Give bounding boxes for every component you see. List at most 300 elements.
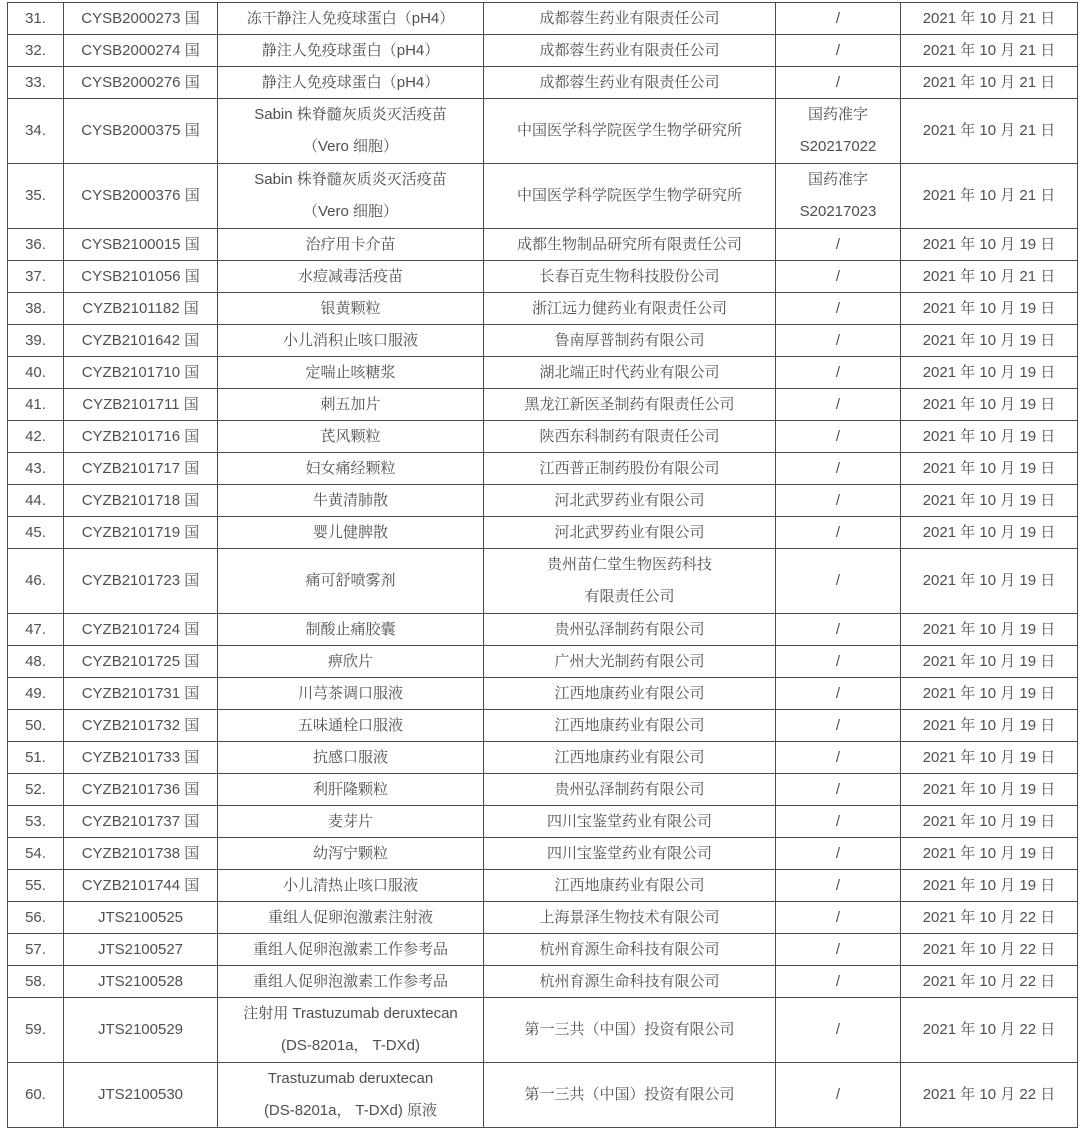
cell-approval — [776, 806, 901, 838]
cell-code — [64, 774, 218, 806]
cell-text: 2021 年 10 月 19 日 — [922, 621, 1056, 638]
cell-text: / — [835, 749, 841, 766]
cell-name — [218, 67, 484, 99]
cell-code — [64, 357, 218, 389]
cell-text: 陕西东科制药有限责任公司 — [539, 428, 720, 445]
cell-text: 59. — [25, 1021, 46, 1038]
cell-approval — [776, 1063, 901, 1128]
cell-text: 江西地康药业有限公司 — [554, 717, 705, 734]
cell-text: / — [835, 781, 841, 798]
cell-text: 2021 年 10 月 21 日 — [922, 187, 1056, 204]
table-row — [8, 966, 1078, 998]
cell-company — [484, 838, 776, 870]
cell-text: 静注人免疫球蛋白（pH4） — [261, 74, 440, 91]
cell-text: CYSB2000376 国 — [81, 187, 200, 204]
cell-text: 麦芽片 — [327, 813, 373, 830]
cell-company — [484, 742, 776, 774]
cell-date — [901, 774, 1078, 806]
table-row — [8, 453, 1078, 485]
cell-text: 重组人促卵泡激素注射液 — [267, 909, 433, 926]
cell-text: 四川宝鉴堂药业有限公司 — [546, 845, 712, 862]
cell-company — [484, 934, 776, 966]
cell-date — [901, 1063, 1078, 1128]
table-row — [8, 710, 1078, 742]
cell-no — [8, 164, 64, 229]
cell-date — [901, 517, 1078, 549]
cell-no — [8, 35, 64, 67]
cell-no — [8, 902, 64, 934]
cell-text: 第一三共（中国）投资有限公司 — [524, 1086, 735, 1103]
cell-no — [8, 325, 64, 357]
cell-text: 57. — [25, 941, 46, 958]
cell-name — [218, 870, 484, 902]
cell-text: / — [835, 621, 841, 638]
cell-text: 痹欣片 — [327, 653, 373, 670]
cell-text: 小儿清热止咳口服液 — [282, 877, 418, 894]
cell-text: CYZB2101718 国 — [81, 492, 200, 509]
cell-no — [8, 3, 64, 35]
cell-text: / — [835, 332, 841, 349]
cell-name — [218, 35, 484, 67]
cell-no — [8, 357, 64, 389]
table-row — [8, 902, 1078, 934]
cell-approval — [776, 710, 901, 742]
cell-company — [484, 453, 776, 485]
cell-company — [484, 293, 776, 325]
cell-text: 芪风颗粒 — [320, 428, 381, 445]
cell-text: 冻干静注人免疫球蛋白（pH4） — [246, 10, 455, 27]
cell-approval — [776, 549, 901, 614]
cell-code — [64, 164, 218, 229]
cell-text: 四川宝鉴堂药业有限公司 — [546, 813, 712, 830]
cell-date — [901, 453, 1078, 485]
cell-text: 制酸止痛胶囊 — [305, 621, 396, 638]
cell-text: 2021 年 10 月 21 日 — [922, 10, 1056, 27]
cell-text: 2021 年 10 月 19 日 — [922, 332, 1056, 349]
cell-text: / — [835, 941, 841, 958]
cell-approval — [776, 325, 901, 357]
cell-date — [901, 549, 1078, 614]
cell-code — [64, 710, 218, 742]
cell-text: JTS2100530 — [97, 1086, 184, 1103]
cell-date — [901, 293, 1078, 325]
cell-approval — [776, 261, 901, 293]
cell-text: CYZB2101725 国 — [81, 653, 200, 670]
cell-date — [901, 485, 1078, 517]
cell-no — [8, 229, 64, 261]
cell-date — [901, 357, 1078, 389]
cell-text: / — [835, 524, 841, 541]
cell-no — [8, 870, 64, 902]
cell-name — [218, 806, 484, 838]
cell-text: 利肝隆颗粒 — [312, 781, 388, 798]
cell-text: 第一三共（中国）投资有限公司 — [524, 1021, 735, 1038]
cell-date — [901, 838, 1078, 870]
cell-text: / — [835, 1086, 841, 1103]
cell-text: 47. — [25, 621, 46, 638]
cell-code — [64, 934, 218, 966]
cell-text: CYZB2101738 国 — [81, 845, 200, 862]
cell-text: 重组人促卵泡激素工作参考品 — [252, 973, 448, 990]
cell-text: CYSB2000274 国 — [81, 42, 200, 59]
cell-text: 40. — [25, 364, 46, 381]
cell-text: 2021 年 10 月 21 日 — [922, 42, 1056, 59]
cell-text: CYZB2101744 国 — [81, 877, 200, 894]
cell-text: 贵州弘泽制药有限公司 — [554, 621, 705, 638]
cell-text: CYZB2101737 国 — [81, 813, 200, 830]
cell-text: Trastuzumab deruxtecan — [267, 1070, 434, 1087]
cell-name — [218, 389, 484, 421]
cell-text: 2021 年 10 月 19 日 — [922, 572, 1056, 589]
cell-text: 2021 年 10 月 21 日 — [922, 268, 1056, 285]
cell-text: CYSB2000276 国 — [81, 74, 200, 91]
cell-name — [218, 293, 484, 325]
cell-text: 44. — [25, 492, 46, 509]
cell-text: CYSB2000273 国 — [81, 10, 200, 27]
cell-text: 2021 年 10 月 19 日 — [922, 845, 1056, 862]
cell-text: 国药准字 — [807, 106, 868, 123]
cell-company — [484, 902, 776, 934]
cell-approval — [776, 614, 901, 646]
cell-text: 60. — [25, 1086, 46, 1103]
cell-code — [64, 293, 218, 325]
cell-company — [484, 35, 776, 67]
cell-text: 36. — [25, 236, 46, 253]
cell-text: 2021 年 10 月 19 日 — [922, 813, 1056, 830]
cell-text: 鲁南厚普制药有限公司 — [554, 332, 705, 349]
cell-approval — [776, 517, 901, 549]
cell-text: 银黄颗粒 — [320, 300, 381, 317]
table-row — [8, 517, 1078, 549]
cell-text: 注射用 Trastuzumab deruxtecan — [243, 1005, 458, 1022]
cell-date — [901, 3, 1078, 35]
cell-text: / — [835, 428, 841, 445]
cell-date — [901, 870, 1078, 902]
cell-approval — [776, 453, 901, 485]
cell-text: 上海景泽生物技术有限公司 — [539, 909, 720, 926]
cell-approval — [776, 998, 901, 1063]
cell-text: 2021 年 10 月 19 日 — [922, 396, 1056, 413]
cell-company — [484, 870, 776, 902]
cell-approval — [776, 678, 901, 710]
cell-text: / — [835, 364, 841, 381]
cell-text: 2021 年 10 月 19 日 — [922, 460, 1056, 477]
cell-text: 有限责任公司 — [584, 588, 675, 605]
cell-text: JTS2100527 — [97, 941, 184, 958]
table-row — [8, 646, 1078, 678]
cell-text: CYZB2101717 国 — [81, 460, 200, 477]
cell-no — [8, 742, 64, 774]
cell-no — [8, 1063, 64, 1128]
cell-text: 31. — [25, 10, 46, 27]
cell-date — [901, 325, 1078, 357]
cell-text: 33. — [25, 74, 46, 91]
cell-text: / — [835, 236, 841, 253]
cell-text: 定喘止咳糖浆 — [305, 364, 396, 381]
table-row — [8, 870, 1078, 902]
cell-code — [64, 389, 218, 421]
cell-text: 2021 年 10 月 22 日 — [922, 941, 1056, 958]
cell-company — [484, 614, 776, 646]
cell-name — [218, 164, 484, 229]
cell-text: 婴儿健脾散 — [312, 524, 388, 541]
cell-code — [64, 614, 218, 646]
cell-code — [64, 646, 218, 678]
cell-text: 重组人促卵泡激素工作参考品 — [252, 941, 448, 958]
cell-text: 56. — [25, 909, 46, 926]
cell-text: 幼泻宁颗粒 — [312, 845, 388, 862]
cell-no — [8, 99, 64, 164]
table-row — [8, 678, 1078, 710]
cell-name — [218, 421, 484, 453]
cell-approval — [776, 389, 901, 421]
cell-text: 牛黄清肺散 — [312, 492, 388, 509]
cell-text: Sabin 株脊髓灰质炎灭活疫苗 — [254, 171, 447, 188]
cell-text: / — [835, 74, 841, 91]
cell-text: CYZB2101182 国 — [82, 300, 199, 317]
cell-name — [218, 453, 484, 485]
cell-text: 2021 年 10 月 22 日 — [922, 1086, 1056, 1103]
cell-text: 2021 年 10 月 19 日 — [922, 685, 1056, 702]
cell-text: 42. — [25, 428, 46, 445]
cell-name — [218, 646, 484, 678]
cell-approval — [776, 902, 901, 934]
cell-date — [901, 67, 1078, 99]
cell-text: / — [835, 845, 841, 862]
cell-text: JTS2100529 — [97, 1021, 184, 1038]
table-row — [8, 1063, 1078, 1128]
cell-text: 37. — [25, 268, 46, 285]
cell-no — [8, 966, 64, 998]
cell-name — [218, 678, 484, 710]
cell-text: CYZB2101736 国 — [81, 781, 200, 798]
cell-no — [8, 646, 64, 678]
cell-no — [8, 934, 64, 966]
cell-name — [218, 229, 484, 261]
cell-code — [64, 261, 218, 293]
cell-company — [484, 710, 776, 742]
cell-approval — [776, 35, 901, 67]
cell-code — [64, 35, 218, 67]
table-row — [8, 325, 1078, 357]
cell-text: 50. — [25, 717, 46, 734]
cell-code — [64, 549, 218, 614]
cell-date — [901, 35, 1078, 67]
cell-text: 35. — [25, 187, 46, 204]
cell-no — [8, 806, 64, 838]
cell-text: / — [835, 909, 841, 926]
cell-date — [901, 261, 1078, 293]
cell-text: 国药准字 — [807, 171, 868, 188]
cell-name — [218, 614, 484, 646]
cell-text: 黑龙江新医圣制药有限责任公司 — [524, 396, 735, 413]
cell-company — [484, 549, 776, 614]
cell-text: 长春百克生物科技股份公司 — [539, 268, 720, 285]
cell-code — [64, 325, 218, 357]
cell-name — [218, 3, 484, 35]
cell-text: 湖北端正时代药业有限公司 — [539, 364, 720, 381]
cell-no — [8, 614, 64, 646]
cell-company — [484, 99, 776, 164]
cell-no — [8, 838, 64, 870]
cell-text: 54. — [25, 845, 46, 862]
cell-text: CYSB2101056 国 — [81, 268, 200, 285]
cell-text: CYZB2101642 国 — [81, 332, 200, 349]
cell-company — [484, 164, 776, 229]
cell-text: 中国医学科学院医学生物学研究所 — [516, 122, 742, 139]
cell-no — [8, 421, 64, 453]
table-row — [8, 421, 1078, 453]
cell-text: 治疗用卡介苗 — [305, 236, 396, 253]
cell-approval — [776, 934, 901, 966]
cell-text: 成都生物制品研究所有限责任公司 — [516, 236, 742, 253]
cell-text: 中国医学科学院医学生物学研究所 — [516, 187, 742, 204]
cell-date — [901, 934, 1078, 966]
cell-text: 刺五加片 — [320, 396, 381, 413]
cell-approval — [776, 67, 901, 99]
cell-date — [901, 99, 1078, 164]
cell-code — [64, 99, 218, 164]
cell-company — [484, 325, 776, 357]
cell-approval — [776, 357, 901, 389]
cell-approval — [776, 164, 901, 229]
cell-text: 成都蓉生药业有限责任公司 — [539, 10, 720, 27]
cell-text: / — [835, 1021, 841, 1038]
cell-text: CYZB2101723 国 — [81, 572, 200, 589]
cell-text: / — [835, 653, 841, 670]
cell-text: 2021 年 10 月 19 日 — [922, 428, 1056, 445]
cell-text: （Vero 细胞） — [302, 203, 399, 220]
cell-text: 江西地康药业有限公司 — [554, 749, 705, 766]
cell-company — [484, 3, 776, 35]
cell-text: / — [835, 396, 841, 413]
cell-no — [8, 517, 64, 549]
cell-no — [8, 774, 64, 806]
cell-company — [484, 517, 776, 549]
cell-text: / — [835, 685, 841, 702]
cell-text: 河北武罗药业有限公司 — [554, 524, 705, 541]
cell-no — [8, 710, 64, 742]
cell-code — [64, 517, 218, 549]
table-row — [8, 229, 1078, 261]
cell-text: JTS2100528 — [97, 973, 184, 990]
cell-code — [64, 421, 218, 453]
cell-date — [901, 710, 1078, 742]
cell-name — [218, 710, 484, 742]
cell-name — [218, 517, 484, 549]
cell-name — [218, 261, 484, 293]
cell-text: 水痘减毒活疫苗 — [297, 268, 403, 285]
cell-no — [8, 453, 64, 485]
cell-name — [218, 1063, 484, 1128]
cell-text: （Vero 细胞） — [302, 138, 399, 155]
cell-text: 52. — [25, 781, 46, 798]
cell-text: 静注人免疫球蛋白（pH4） — [261, 42, 440, 59]
cell-code — [64, 678, 218, 710]
cell-company — [484, 678, 776, 710]
cell-text: 江西普正制药股份有限公司 — [539, 460, 720, 477]
cell-text: 杭州育源生命科技有限公司 — [539, 973, 720, 990]
cell-text: 广州大光制药有限公司 — [554, 653, 705, 670]
cell-text: CYZB2101719 国 — [81, 524, 200, 541]
table-row — [8, 614, 1078, 646]
cell-text: 2021 年 10 月 19 日 — [922, 524, 1056, 541]
cell-no — [8, 678, 64, 710]
cell-text: / — [835, 717, 841, 734]
cell-code — [64, 742, 218, 774]
cell-text: / — [835, 300, 841, 317]
cell-text: 川芎茶调口服液 — [297, 685, 403, 702]
cell-text: CYZB2101731 国 — [81, 685, 200, 702]
cell-text: 32. — [25, 42, 46, 59]
cell-code — [64, 485, 218, 517]
cell-text: 2021 年 10 月 19 日 — [922, 492, 1056, 509]
cell-company — [484, 966, 776, 998]
cell-no — [8, 485, 64, 517]
cell-code — [64, 229, 218, 261]
cell-no — [8, 67, 64, 99]
cell-code — [64, 453, 218, 485]
cell-text: CYZB2101733 国 — [81, 749, 200, 766]
cell-text: 小儿消积止咳口服液 — [282, 332, 418, 349]
cell-approval — [776, 3, 901, 35]
cell-text: 2021 年 10 月 19 日 — [922, 300, 1056, 317]
cell-name — [218, 966, 484, 998]
cell-date — [901, 421, 1078, 453]
cell-name — [218, 934, 484, 966]
cell-text: Sabin 株脊髓灰质炎灭活疫苗 — [254, 106, 447, 123]
cell-text: 53. — [25, 813, 46, 830]
cell-text: 2021 年 10 月 19 日 — [922, 749, 1056, 766]
cell-no — [8, 261, 64, 293]
cell-company — [484, 774, 776, 806]
cell-text: (DS-8201a， T-DXd) 原液 — [263, 1102, 438, 1119]
cell-approval — [776, 838, 901, 870]
cell-company — [484, 261, 776, 293]
cell-company — [484, 229, 776, 261]
cell-text: 2021 年 10 月 19 日 — [922, 717, 1056, 734]
cell-text: 抗感口服液 — [312, 749, 388, 766]
cell-text: 2021 年 10 月 21 日 — [922, 122, 1056, 139]
table-row — [8, 164, 1078, 229]
table-row — [8, 742, 1078, 774]
cell-approval — [776, 742, 901, 774]
cell-text: 45. — [25, 524, 46, 541]
table-row — [8, 934, 1078, 966]
cell-code — [64, 998, 218, 1063]
cell-text: 成都蓉生药业有限责任公司 — [539, 42, 720, 59]
cell-text: CYZB2101716 国 — [81, 428, 200, 445]
cell-name — [218, 774, 484, 806]
cell-text: 48. — [25, 653, 46, 670]
cell-code — [64, 902, 218, 934]
cell-text: 江西地康药业有限公司 — [554, 877, 705, 894]
cell-text: 2021 年 10 月 19 日 — [922, 236, 1056, 253]
cell-text: / — [835, 973, 841, 990]
cell-company — [484, 646, 776, 678]
cell-approval — [776, 99, 901, 164]
cell-no — [8, 998, 64, 1063]
cell-company — [484, 357, 776, 389]
cell-approval — [776, 646, 901, 678]
cell-text: / — [835, 268, 841, 285]
cell-text: / — [835, 42, 841, 59]
cell-text: 34. — [25, 122, 46, 139]
cell-code — [64, 67, 218, 99]
cell-text: 2021 年 10 月 22 日 — [922, 973, 1056, 990]
cell-company — [484, 389, 776, 421]
cell-text: 38. — [25, 300, 46, 317]
